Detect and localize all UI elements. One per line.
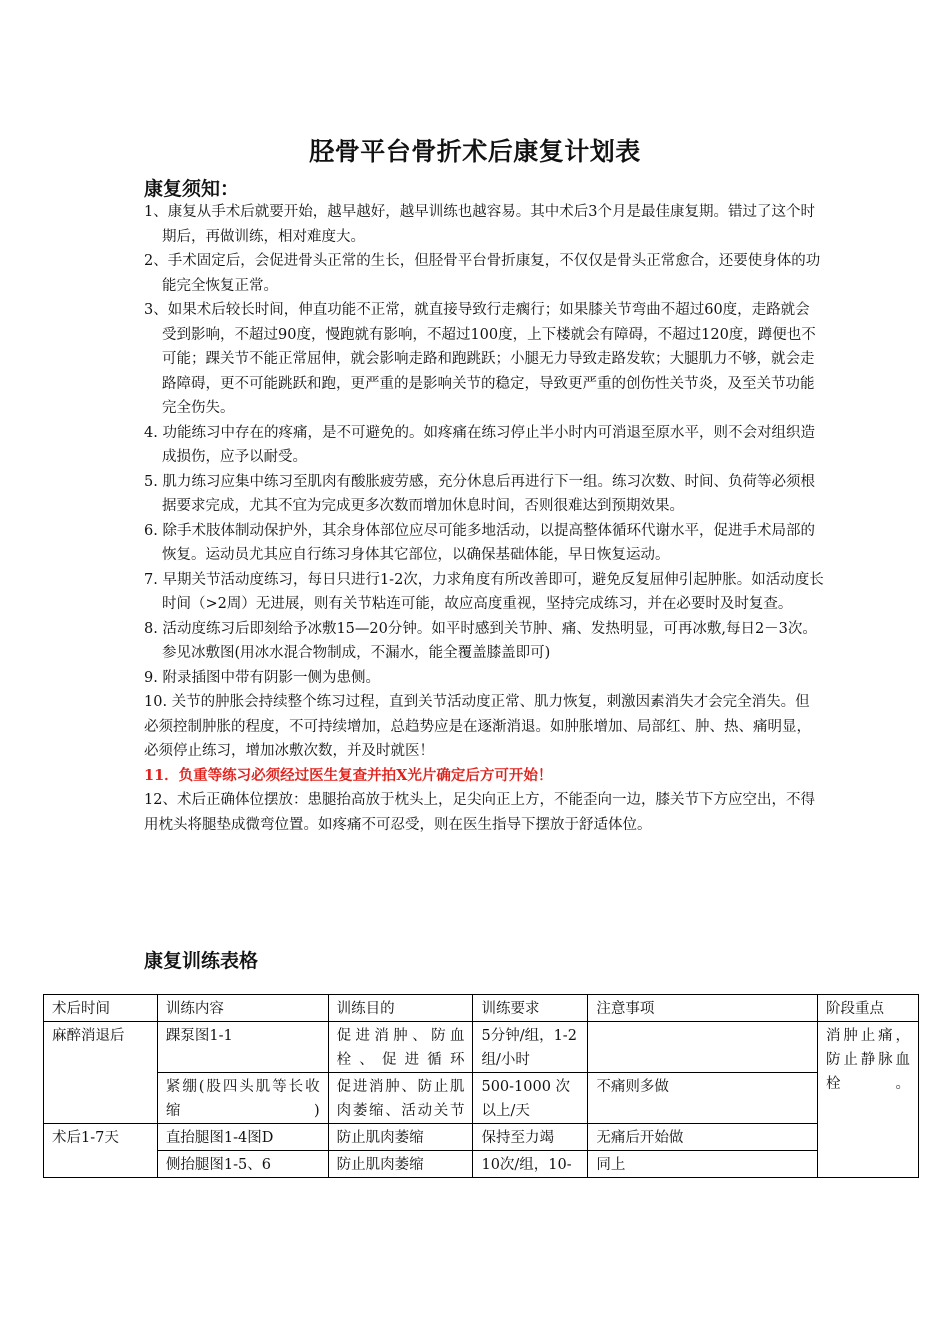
cell-content: 侧抬腿图1-5、6 [157,1151,328,1178]
header-focus: 阶段重点 [818,995,919,1022]
header-requirement: 训练要求 [473,995,588,1022]
cell-purpose: 防止肌肉萎缩 [328,1151,473,1178]
table-row [44,1151,919,1178]
table-row [44,1022,919,1073]
header-content: 训练内容 [157,995,328,1022]
cell-notes: 无痛后开始做 [588,1124,818,1151]
cell-requirement: 5分钟/组，1-2组/小时 [473,1022,588,1073]
cell-notes: 同上 [588,1151,818,1178]
note-item: 7. 早期关节活动度练习，每日只进行1-2次，力求角度有所改善即可，避免反复屈伸引起肿胀。如活动度长时间（>2周）无进展，则有关节粘连可能，故应高度重视，坚持完成练习，并在必要时及时复查。 [144,571,824,612]
cell-content: 踝泵图1-1 [157,1022,328,1073]
table-row [44,1073,919,1124]
cell-time: 麻醉消退后 [44,1022,158,1124]
cell-purpose: 促进消肿、防止肌肉萎缩、活动关节 [328,1073,473,1124]
cell-purpose: 促进消肿、防血栓、促进循环 [328,1022,473,1073]
notes-heading: 康复须知： [144,178,240,200]
cell-content: 直抬腿图1-4图D [157,1124,328,1151]
cell-requirement: 500-1000 次以上/天 [473,1073,588,1124]
table-heading: 康复训练表格 [144,950,259,972]
note-item: 12、术后正确体位摆放：患腿抬高放于枕头上，足尖向正上方，不能歪向一边，膝关节下方应空出，不得用枕头将腿垫成微弯位置。如疼痛不可忍受，则在医生指导下摆放于舒适体位。 [144,792,815,833]
table-header-row [44,995,919,1022]
note-item: 8. 活动度练习后即刻给予冰敷15—20分钟。如平时感到关节肿、痛、发热明显，可再冰敷,每日2－3次。参见冰敷图(用冰水混合物制成，不漏水，能全覆盖膝盖即可) [144,620,817,661]
cell-notes [588,1022,818,1073]
note-item: 4. 功能练习中存在的疼痛，是不可避免的。如疼痛在练习停止半小时内可消退至原水平，则不会对组织造成损伤，应予以耐受。 [144,424,815,465]
page-title: 胫骨平台骨折术后康复计划表 [309,137,641,166]
cell-purpose: 防止肌肉萎缩 [328,1124,473,1151]
table-row [44,1124,919,1151]
header-time: 术后时间 [44,995,158,1022]
cell-time: 术后1-7天 [44,1124,158,1178]
note-item: 9. 附录插图中带有阴影一侧为患侧。 [144,669,380,686]
rehab-table [43,994,919,1178]
notes-list [144,200,824,837]
note-item: 10. 关节的肿胀会持续整个练习过程，直到关节活动度正常、肌力恢复，刺激因素消失才会完全消失。但必须控制肿胀的程度，不可持续增加，总趋势应是在逐渐消退。如肿胀增加、局部红、肿、热、痛明显，必须停止练习，增加冰敷次数，并及时就医！ [144,694,811,759]
note-item: 1、康复从手术后就要开始，越早越好，越早训练也越容易。其中术后3个月是最佳康复期。错过了这个时期后，再做训练，相对难度大。 [144,204,815,245]
cell-content: 紧绷(股四头肌等长收缩) [157,1073,328,1124]
header-notes: 注意事项 [588,995,818,1022]
cell-notes: 不痛则多做 [588,1073,818,1124]
note-item: 5. 肌力练习应集中练习至肌肉有酸胀疲劳感，充分休息后再进行下一组。练习次数、时间、负荷等必须根据要求完成，尤其不宜为完成更多次数而增加休息时间，否则很难达到预期效果。 [144,473,815,514]
note-item: 6. 除手术肢体制动保护外，其余身体部位应尽可能多地活动，以提高整体循环代谢水平，促进手术局部的恢复。运动员尤其应自行练习身体其它部位，以确保基础体能，早日恢复运动。 [144,522,815,563]
cell-requirement: 10次/组，10- [473,1151,588,1178]
cell-requirement: 保持至力竭 [473,1124,588,1151]
note-item-warning: 11．负重等练习必须经过医生复查并拍X光片确定后方可开始！ [144,766,553,784]
note-item: 3、如果术后较长时间，伸直功能不正常，就直接导致行走瘸行；如果膝关节弯曲不超过60度，走路就会受到影响，不超过90度，慢跑就有影响，不超过100度，上下楼就会有障碍，不超过120度，蹲便也不可能；踝关节不能正常屈伸，就会影响走路和跑跳跃；小腿无力导致走路发软；大腿肌力不够，就会走路障碍，更不可能跳跃和跑，更严重的是影响关节的稳定，导致更严重的创伤性关节炎，及至关节功能完全伤失。 [144,302,816,416]
header-purpose: 训练目的 [328,995,473,1022]
cell-focus: 消肿止痛，防止静脉血栓。 [818,1022,919,1178]
note-item: 2、手术固定后，会促进骨头正常的生长，但胫骨平台骨折康复，不仅仅是骨头正常愈合，还要使身体的功能完全恢复正常。 [144,253,821,294]
